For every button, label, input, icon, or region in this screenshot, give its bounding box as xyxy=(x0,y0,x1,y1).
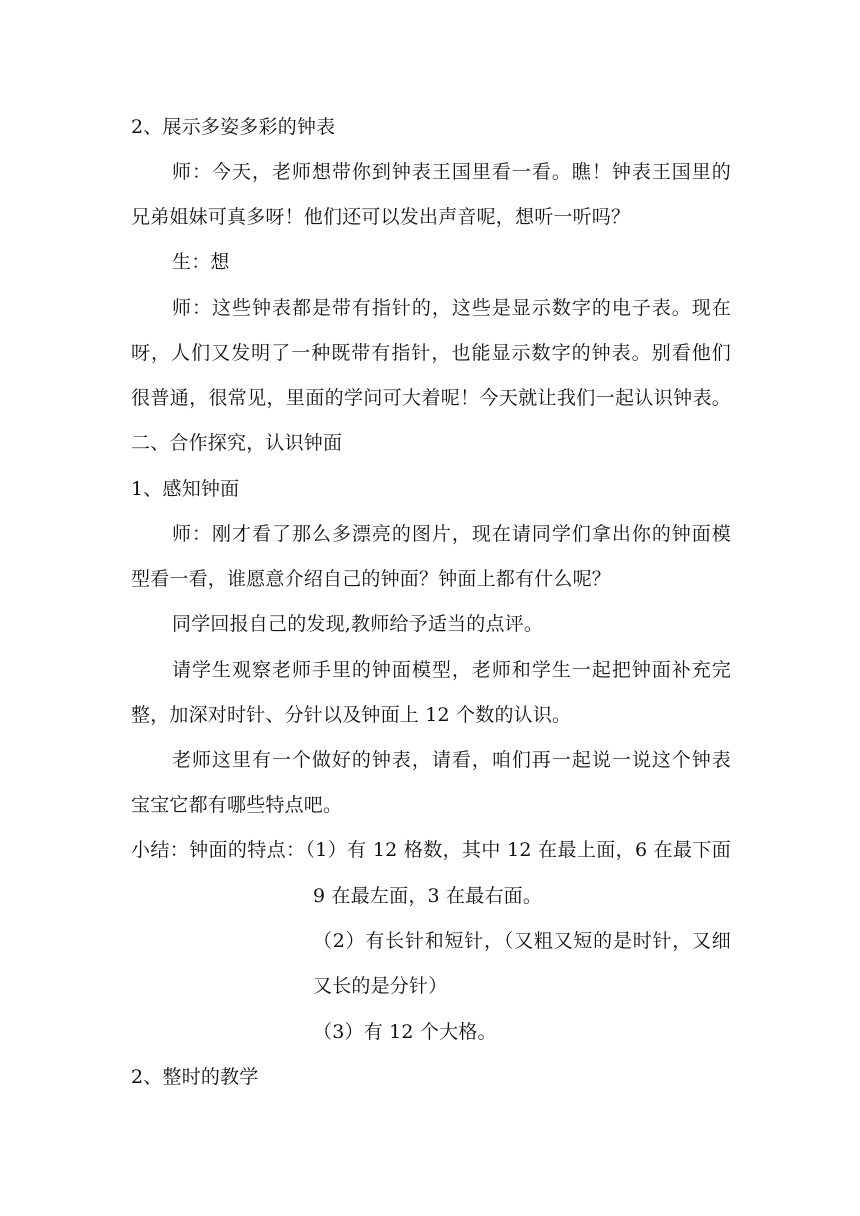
paragraph-finished-clock-line-1: 老师这里有一个做好的钟表，请看，咱们再一起说一说这个钟表 xyxy=(172,749,731,771)
section-heading-display-clocks: 2、展示多姿多彩的钟表 xyxy=(131,116,336,138)
summary-feature-2-line-1: （2）有长针和短针，（又粗又短的是时针，又细 xyxy=(313,930,731,952)
paragraph-teacher-clocks-line-2: 呀，人们又发明了一种既带有指针，也能显示数字的钟表。别看他们 xyxy=(131,342,731,364)
paragraph-teacher-clocks-line-1: 师：这些钟表都是带有指针的，这些是显示数字的电子表。现在 xyxy=(172,297,731,319)
summary-clock-face-features-line-1: 小结：钟面的特点：（1）有 12 格数，其中 12 在最上面，6 在最下面 xyxy=(131,839,731,861)
summary-feature-2-line-2: 又长的是分针） xyxy=(313,975,448,997)
section-heading-explore-clock-face: 二、合作探究，认识钟面 xyxy=(131,432,343,454)
student-reply: 生：想 xyxy=(172,251,230,273)
paragraph-observe-model-line-1: 请学生观察老师手里的钟面模型，老师和学生一起把钟面补充完 xyxy=(172,659,731,681)
paragraph-teacher-intro-line-2: 兄弟姐妹可真多呀！他们还可以发出声音呢，想听一听吗？ xyxy=(131,206,631,228)
paragraph-teacher-model-line-1: 师：刚才看了那么多漂亮的图片，现在请同学们拿出你的钟面模 xyxy=(172,523,731,545)
subheading-whole-hour-teaching: 2、整时的教学 xyxy=(131,1066,259,1088)
subheading-perceive-clock-face: 1、感知钟面 xyxy=(131,478,240,500)
paragraph-teacher-intro-line-1: 师：今天，老师想带你到钟表王国里看一看。瞧！钟表王国里的 xyxy=(172,161,731,183)
paragraph-finished-clock-line-2: 宝宝它都有哪些特点吧。 xyxy=(131,794,343,816)
paragraph-teacher-model-line-2: 型看一看，谁愿意介绍自己的钟面？钟面上都有什么呢？ xyxy=(131,568,612,590)
summary-clock-face-features-line-2: 9 在最左面，3 在最右面。 xyxy=(313,885,543,907)
summary-feature-3: （3）有 12 个大格。 xyxy=(313,1021,497,1043)
paragraph-observe-model-line-2: 整，加深对时针、分针以及钟面上 12 个数的认识。 xyxy=(131,704,572,726)
paragraph-student-report: 同学回报自己的发现,教师给予适当的点评。 xyxy=(172,613,544,635)
paragraph-teacher-clocks-line-3: 很普通，很常见，里面的学问可大着呢！今天就让我们一起认识钟表。 xyxy=(131,387,731,409)
